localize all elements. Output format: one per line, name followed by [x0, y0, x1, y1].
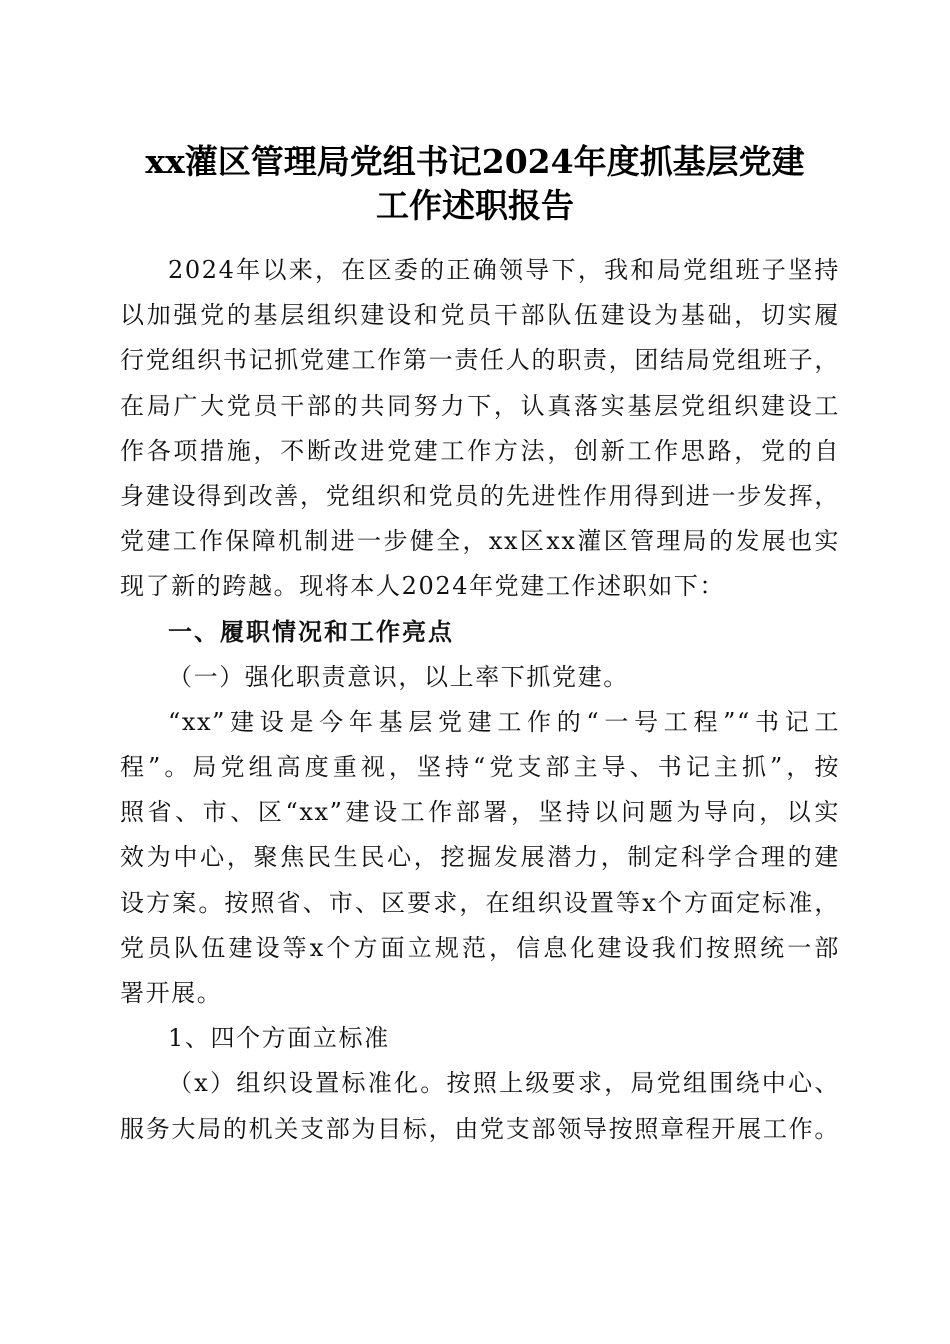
document-title	[100, 140, 850, 228]
paragraph-line: 党员队伍建设等x个方面立规范，信息化建设我们按照统一部	[120, 933, 840, 962]
intro-line: 以加强党的基层组织建设和党员干部队伍建设为基础，切实履	[120, 301, 840, 330]
intro-line: 现了新的跨越。现将本人2024年党建工作述职如下：	[120, 572, 726, 601]
item-heading: 1、四个方面立标准	[168, 1024, 390, 1053]
section-heading: 一、履职情况和工作亮点	[168, 617, 454, 646]
title-line: 工作述职报告	[376, 186, 574, 225]
paragraph-line: （x）组织设置标准化。按照上级要求，局党组围绕中心、	[168, 1069, 840, 1098]
intro-line: 身建设得到改善，党组织和党员的先进性作用得到进一步发挥，	[120, 481, 840, 510]
paragraph-line: 服务大局的机关支部为目标，由党支部领导按照章程开展工作。	[120, 1114, 840, 1143]
paragraph-line: 效为中心，聚焦民生民心，挖掘发展潜力，制定科学合理的建	[120, 843, 840, 872]
title-line: xx灌区管理局党组书记2024年度抓基层党建	[145, 142, 805, 181]
intro-line: 党建工作保障机制进一步健全，xx区xx灌区管理局的发展也实	[120, 527, 840, 556]
intro-line: 在局广大党员干部的共同努力下，认真落实基层党组织建设工	[120, 391, 840, 420]
subsection-heading: （一）强化职责意识，以上率下抓党建。	[168, 662, 629, 691]
intro-line: 行党组织书记抓党建工作第一责任人的职责，团结局党组班子，	[120, 346, 840, 375]
paragraph-line: 署开展。	[120, 979, 223, 1007]
intro-line: 作各项措施，不断改进党建工作方法，创新工作思路，党的自	[120, 436, 840, 465]
paragraph-line: “xx”建设是今年基层党建工作的“一号工程”“书记工	[168, 707, 840, 736]
paragraph-line: 程”。局党组高度重视，坚持“党支部主导、书记主抓”，按	[120, 753, 840, 782]
paragraph-line: 照省、市、区“xx”建设工作部署，坚持以问题为导向，以实	[120, 798, 840, 827]
document-body	[120, 248, 840, 1152]
paragraph-line: 设方案。按照省、市、区要求，在组织设置等x个方面定标准，	[120, 888, 840, 917]
intro-line: 2024年以来，在区委的正确领导下，我和局党组班子坚持	[168, 256, 840, 284]
